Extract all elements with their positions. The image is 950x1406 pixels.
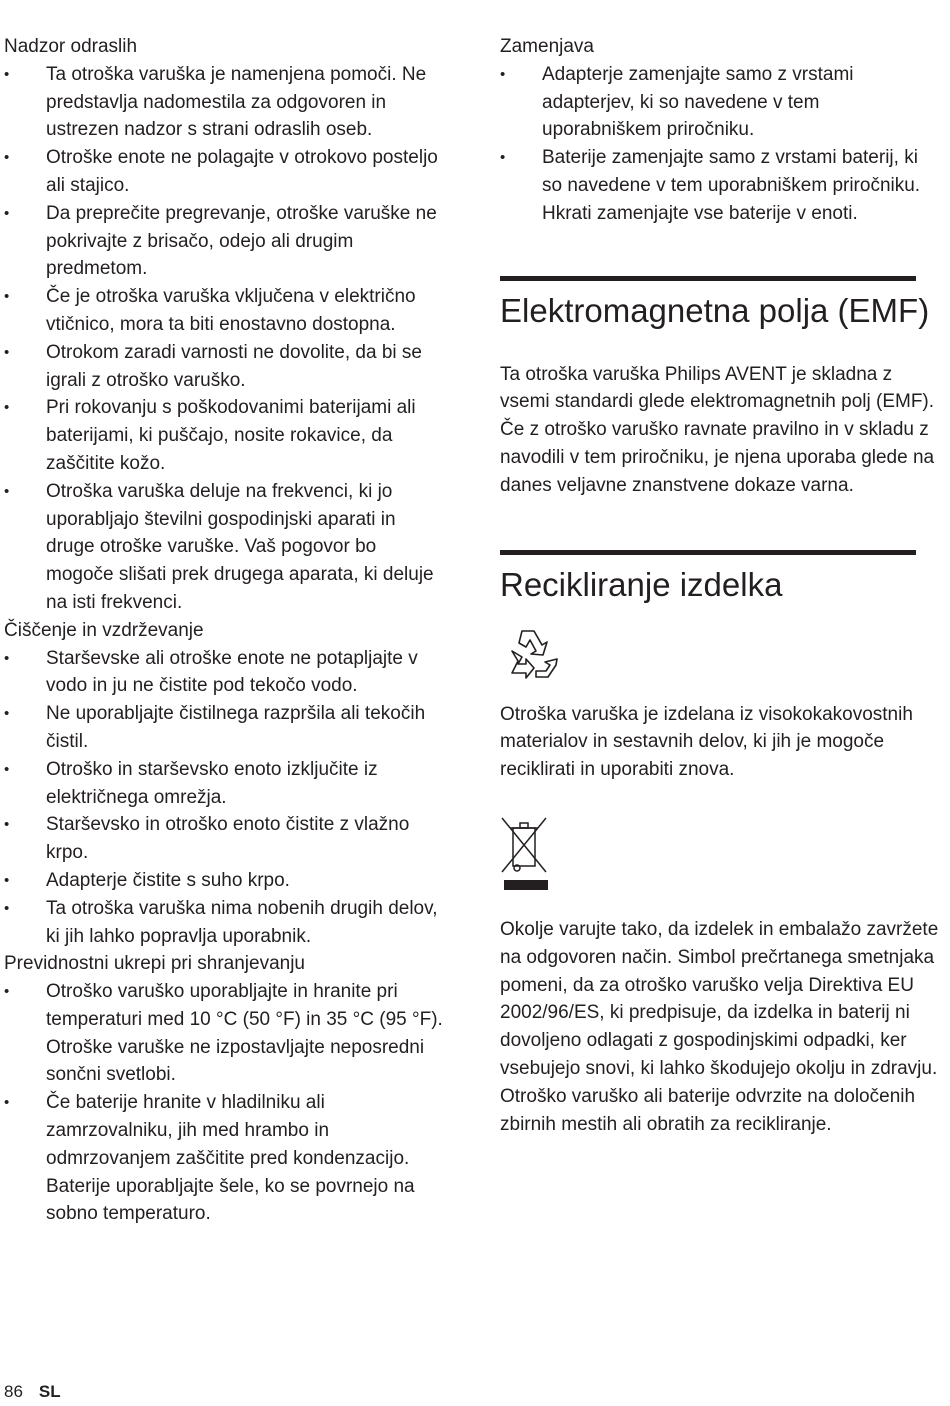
list-item: • Otroške enote ne polagajte v otrokovo posteljo ali stajico. bbox=[4, 144, 444, 200]
emf-paragraph: Ta otroška varuška Philips AVENT je skladna z vsemi standardi glede elektromagnetnih polj (EMF). Če z otroško varuško ravnate pravilno in v skladu z navodili v tem priročniku, je njena uporaba glede na danes veljavne znanstvene dokaze varna. bbox=[500, 363, 935, 496]
language-code: SL bbox=[38, 1382, 61, 1401]
list-item: • Starševske ali otroške enote ne potapljajte v vodo in ju ne čistite pod tekočo vodo. bbox=[4, 645, 444, 701]
recycle-icon bbox=[500, 621, 560, 681]
page-number: 86 bbox=[4, 1382, 23, 1401]
list-item: • Otroško varuško uporabljajte in hranite pri temperaturi med 10 °C (50 °F) in 35 °C (95 °F). Otroške varuške ne izpostavljajte neposredni sončni svetlobi. bbox=[4, 978, 444, 1089]
left-column bbox=[4, 33, 444, 1228]
recycling-paragraph-1: Otroška varuška je izdelana iz visokokakovostnih materialov in sestavnih delov, ki jih je mogoče reciklirati in uporabiti znova. bbox=[500, 703, 913, 781]
section-title-cleaning: Čiščenje in vzdrževanje bbox=[4, 619, 204, 641]
list-item: • Otroška varuška deluje na frekvenci, ki jo uporabljajo številni gospodinjski aparati in druge otroške varuške. Vaš pogovor bo mogoče slišati prek drugega aparata, ki deluje na isti frekvenci. bbox=[4, 478, 444, 617]
list-item: • Ta otroška varuška nima nobenih drugih delov, ki jih lahko popravlja uporabnik. bbox=[4, 895, 444, 951]
section-title-storage: Previdnostni ukrepi pri shranjevanju bbox=[4, 953, 305, 975]
section-divider bbox=[500, 276, 916, 281]
list-item: • Če baterije hranite v hladilniku ali zamrzovalniku, jih med hrambo in odmrzovanjem zaščitite pred kondenzacijo. Baterije uporabljajte šele, ko se povrnejo na sobno temperaturo. bbox=[4, 1089, 444, 1228]
section-title-replacement: Zamenjava bbox=[500, 36, 594, 57]
recycling-heading: Recikliranje izdelka bbox=[500, 565, 783, 603]
page-footer bbox=[4, 1382, 61, 1402]
right-column bbox=[500, 33, 940, 1138]
list-item: • Če je otroška varuška vključena v električno vtičnico, mora ta biti enostavno dostopna. bbox=[4, 283, 444, 339]
section-title-adult-supervision: Nadzor odraslih bbox=[4, 36, 138, 57]
crossed-out-bin-icon bbox=[500, 814, 550, 894]
cleaning-list bbox=[4, 645, 444, 951]
section-divider bbox=[500, 550, 916, 555]
recycling-paragraph-2: Okolje varujte tako, da izdelek in embalažo zavržete na odgovoren način. Simbol prečrtanega smetnjaka pomeni, da za otroško varuško velja Direktiva EU 2002/96/ES, ki predpisuje, da izdelka in baterij ni dovoljeno odlagati z gospodinjskimi odpadki, ker vsebujejo snovi, ki lahko škodujejo okolju in zdravju. Otroško varuško ali baterije odvrzite na določenih zbirnih mestih ali obratih za recikliranje. bbox=[500, 918, 939, 1135]
list-item: • Baterije zamenjajte samo z vrstami baterij, ki so navedene v tem uporabniškem priročniku. Hkrati zamenjajte vse baterije v enoti. bbox=[500, 144, 940, 227]
adult-supervision-list bbox=[4, 61, 444, 617]
list-item: • Otrokom zaradi varnosti ne dovolite, da bi se igrali z otroško varuško. bbox=[4, 339, 444, 395]
replacement-list bbox=[500, 61, 940, 228]
list-item: • Otroško in starševsko enoto izključite iz električnega omrežja. bbox=[4, 756, 444, 812]
list-item: • Ta otroška varuška je namenjena pomoči. Ne predstavlja nadomestila za odgovoren in ustrezen nadzor s strani odraslih oseb. bbox=[4, 61, 444, 144]
storage-list bbox=[4, 978, 444, 1228]
emf-heading: Elektromagnetna polja (EMF) bbox=[500, 291, 930, 329]
list-item: • Da preprečite pregrevanje, otroške varuške ne pokrivajte z brisačo, odejo ali drugim predmetom. bbox=[4, 200, 444, 283]
list-item: • Adapterje zamenjajte samo z vrstami adapterjev, ki so navedene v tem uporabniškem priročniku. bbox=[500, 61, 940, 144]
list-item: • Adapterje čistite s suho krpo. bbox=[4, 867, 444, 895]
list-item: • Starševsko in otroško enoto čistite z vlažno krpo. bbox=[4, 811, 444, 867]
list-item: • Ne uporabljajte čistilnega razpršila ali tekočih čistil. bbox=[4, 700, 444, 756]
list-item: • Pri rokovanju s poškodovanimi baterijami ali baterijami, ki puščajo, nosite rokavice, da zaščitite kožo. bbox=[4, 394, 444, 477]
